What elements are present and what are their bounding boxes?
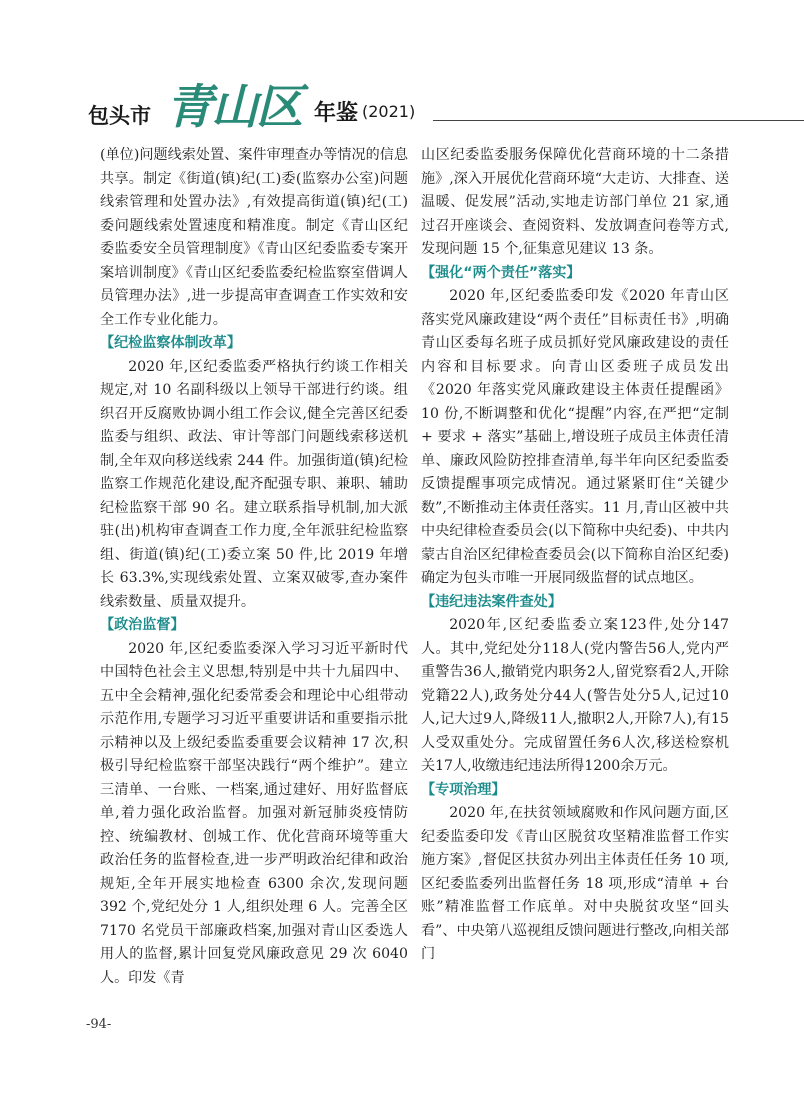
paragraph: 2020 年,区纪委监委深入学习习近平新时代中国特色社会主义思想,特别是中共十九届四中、五中全会精神,强化纪委常委会和理论中心组带动示范作用,专题学习习近平重要讲话和重要指示批示精神以及上级纪委监委重要会议精神 17 次,积极引导纪检监察干部坚决践行“两个维护”。建立三清单、一台账、一档案,通过建好、用好监督底单,着力强化政治监督。加强对新冠肺炎疫情防控、统编教材、创城工作、优化营商环境等重大政治任务的监督检查,进一步严明政治纪律和政治规矩,全年开展实地检查 6300 余次,发现问题 392 个,党纪处分 1 人,组织处理 6 人。完善全区 7170 名党员干部廉政档案,加强对青山区委选人用人的监督,累计回复党风廉政意见 29 次 6040 人。印发《青	[100, 640, 408, 986]
header-district-logo: 青山区	[166, 80, 301, 135]
paragraph: 山区纪委监委服务保障优化营商环境的十二条措施》,深入开展优化营商环境“大走访、大排查、送温暖、促发展”活动,实地走访部门单位 21 家,通过召开座谈会、查阅资料、发放调查问卷等方式,发现问题 15 个,征集意见建议 13 条。	[421, 147, 729, 257]
paragraph: 2020年,区纪委监委立案123件,处分147人。其中,党纪处分118人(党内警告56人,党内严重警告36人,撤销党内职务2人,留党察看2人,开除党籍22人),政务处分44人(警告处分5人,记过10人,记大过9人,降级11人,撤职2人,开除7人),有15人受双重处分。完成留置任务6人次,移送检察机关17人,收缴违纪违法所得1200余万元。	[421, 617, 729, 774]
section-heading: 【政治监督】	[100, 617, 185, 633]
page-header	[88, 62, 728, 138]
left-column	[100, 144, 408, 990]
paragraph: 2020 年,区纪委监委严格执行约谈工作相关规定,对 10 名副科级以上领导干部进行约谈。组织召开反腐败协调小组工作会议,健全完善区纪委监委与组织、政法、审计等部门问题线索移送机制,全年双向移送线索 244 件。加强街道(镇)纪检监察工作规范化建设,配齐配强专职、兼职、辅助纪检监察干部 90 名。建立联系指导机制,加大派驻(出)机构审查调查工作力度,全年派驻纪检监察组、街道(镇)纪(工)委立案 50 件,比 2019 年增长 63.3%,实现线索处置、立案双破零,查办案件线索数量、质量双提升。	[100, 358, 408, 610]
paragraph: (单位)问题线索处置、案件审理查办等情况的信息共享。制定《街道(镇)纪(工)委(监察办公室)问题线索管理和处置办法》,有效提高街道(镇)纪(工)委问题线索处置速度和精准度。制定《青山区纪委监委安全员管理制度》《青山区纪委监委专案开案培训制度》《青山区纪委监委纪检监察室借调人员管理办法》,进一步提高审查调查工作实效和安全工作专业化能力。	[100, 147, 408, 328]
right-column	[421, 144, 729, 967]
header-yearbook: 年鉴	[314, 101, 359, 126]
paragraph: 2020 年,区纪委监委印发《2020 年青山区落实党风廉政建设“两个责任”目标责任书》,明确青山区委每名班子成员抓好党风廉政建设的责任内容和目标要求。向青山区委班子成员发出《2020 年落实党风廉政建设主体责任提醒函》10 份,不断调整和优化“提醒”内容,在严把“定制 + 要求 + 落实”基础上,增设班子成员主体责任清单、廉政风险防控排查清单,每半年向区纪委监委反馈提醒事项完成情况。通过紧紧盯住“关键少数”,不断推动主体责任落实。11 月,青山区被中共中央纪律检查委员会(以下简称中央纪委)、中共内蒙古自治区纪律检查委员会(以下简称自治区纪委)确定为包头市唯一开展同级监督的试点地区。	[421, 288, 729, 586]
section-heading: 【违纪违法案件查处】	[421, 593, 562, 610]
section-heading: 【专项治理】	[421, 781, 506, 798]
page-number: -94-	[86, 1017, 112, 1032]
header-year: (2021)	[362, 102, 416, 121]
paragraph: 2020 年,在扶贫领域腐败和作风问题方面,区纪委监委印发《青山区脱贫攻坚精准监督工作实施方案》,督促区扶贫办列出主体责任任务 10 项,区纪委监委列出监督任务 18 项,形成“清单 + 台账”精准监督工作底单。对中央脱贫攻坚“回头看”、中央第八巡视组反馈问题进行整改,向相关部门	[421, 805, 729, 962]
section-heading: 【纪检监察体制改革】	[100, 335, 241, 351]
header-city: 包头市	[88, 104, 151, 128]
header-rule	[433, 120, 804, 121]
section-heading: 【强化“两个责任”落实】	[421, 264, 581, 281]
